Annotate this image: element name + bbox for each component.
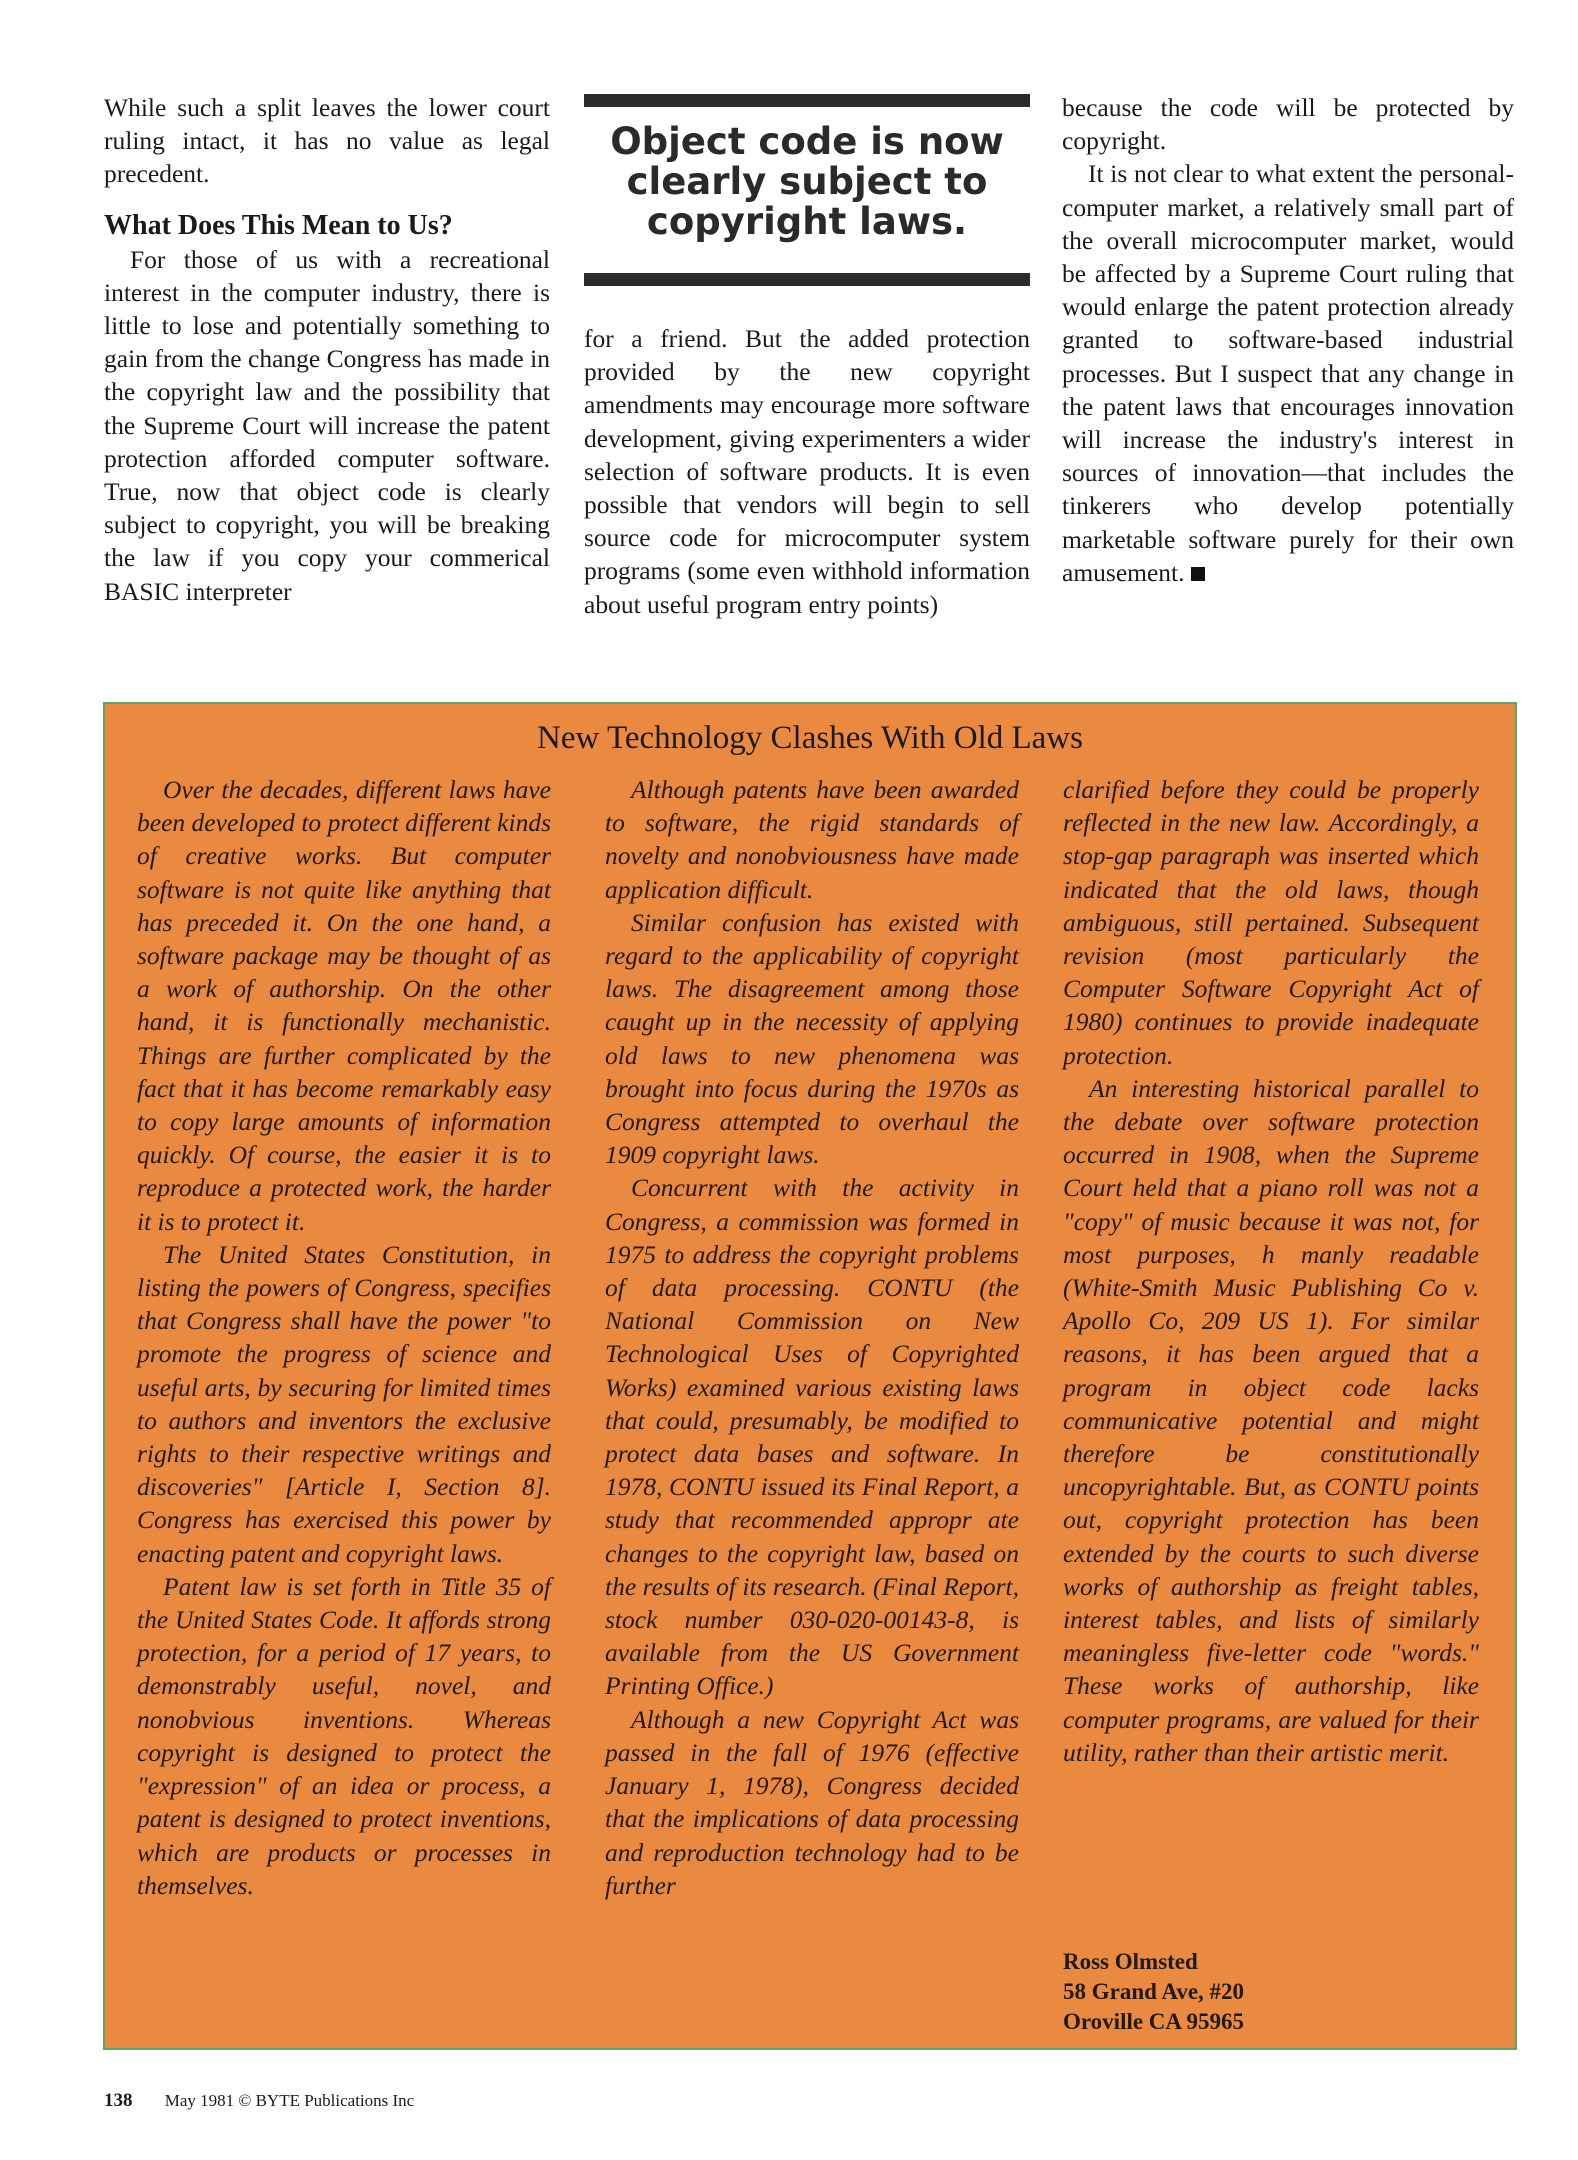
article-column-1: [104, 91, 550, 608]
sidebar-paragraph: clarified before they could be properly reflected in the new law. Accordingly, a stop-gap paragraph was inserted which indicated that the old laws, though ambiguous, still pertained. Subsequent revision (most particularly the Computer Software Copyright Act of 1980) continues to provide inadequate protection.: [1063, 775, 1479, 1070]
sidebar-paragraph: Concurrent with the activity in Congress, a commission was formed in 1975 to address the copyright problems of data processing. CONTU (the National Commission on New Technological Uses of Copyrighted Works) examined various existing laws that could, presumably, be modified to protect data bases and software. In 1978, CONTU issued its Final Report, a study that recommended appropr ate changes to the copyright law, based on the results of its research. (Final Report, stock number 030-020-00143-8, is available from the US Government Printing Office.): [605, 1173, 1019, 1701]
footer-credit: May 1981 © BYTE Publications Inc: [164, 2091, 415, 2110]
sidebar-paragraph: Similar confusion has existed with regard to the applicability of copyright laws. The disagreement among those caught up in the necessity of applying old laws to new phenomena was brought into focus during the 1970s as Congress attempted to overhaul the 1909 copyright laws.: [605, 907, 1019, 1170]
author-signature: [1063, 1947, 1244, 2037]
article-column-3: [1062, 91, 1514, 589]
sidebar-paragraph: The United States Constitution, in listing the powers of Congress, specifies that Congress shall have the power "to promote the progress of science and useful arts, by securing for limited times to authors and inventors the exclusive rights to their respective writings and discoveries" [Article I, Section 8]. Congress has exercised this power by enacting patent and copyright laws.: [137, 1239, 551, 1568]
author-street: 58 Grand Ave, #20: [1063, 1979, 1245, 2004]
article-column-2: [584, 322, 1030, 621]
closing-text: It is not clear to what extent the personal-computer market, a relatively small part of the overall microcomputer market, would be affected by a Supreme Court ruling that would enlarge the patent protection already granted to software-based industrial processes. But I suspect that any change in the patent laws that encourages innovation will increase the industry's interest in sources of innovation—that includes the tinkerers who develop potentially marketable software purely for their own amusement.: [1062, 159, 1514, 587]
sidebar-column-2: [605, 773, 1019, 1902]
sidebar-box: [103, 702, 1517, 2050]
sidebar-paragraph: Although a new Copyright Act was passed in the fall of 1976 (effective January 1, 1978), Congress decided that the implications of data processing and reproduction technology had to be further: [605, 1704, 1019, 1900]
pull-quote: [584, 94, 1030, 286]
sidebar-paragraph: Although patents have been awarded to software, the rigid standards of novelty and nonobviousness have made application difficult.: [605, 775, 1019, 904]
sidebar-paragraph: An interesting historical parallel to the debate over software protection occurred in 1908, when the Supreme Court held that a piano roll was not a "copy" of music because it was not, for most purposes, h manly readable (White-Smith Music Publishing Co v. Apollo Co, 209 US 1). For similar reasons, it has been argued that a program in object code lacks communicative potential and might therefore be constitutionally uncopyrightable. But, as CONTU points out, copyright protection has been extended by the courts to such diverse works of authorship as freight tables, interest tables, and lists of similarly meaningless five-letter code "words." These works of authorship, like computer programs, are valued for their utility, rather than their artistic merit.: [1063, 1073, 1479, 1767]
author-name: Ross Olmsted: [1063, 1949, 1198, 1974]
sidebar-paragraph: Patent law is set forth in Title 35 of the United States Code. It affords strong protection, for a period of 17 years, to demonstrably useful, novel, and nonobvious inventions. Whereas copyright is designed to protect the "expression" of an idea or process, a patent is designed to protect inventions, which are products or processes in themselves.: [137, 1571, 551, 1900]
sidebar-column-1: [137, 773, 551, 1902]
page-footer: [104, 2090, 414, 2112]
page-number: 138: [104, 2090, 133, 2111]
section-heading: What Does This Mean to Us?: [104, 209, 453, 241]
sidebar-column-3: [1063, 773, 1479, 1769]
pull-quote-text: Object code is now clearly subject to copyright laws.: [610, 120, 1004, 243]
body-paragraph: because the code will be protected by copyright.: [1062, 93, 1514, 156]
pull-quote-bottom-rule: [584, 273, 1030, 286]
body-paragraph: for a friend. But the added protection provided by the new copyright amendments may encourage more software development, giving experimenters a wider selection of software products. It is even possible that vendors will begin to sell source code for microcomputer system programs (some even withhold information about useful program entry points): [584, 324, 1030, 619]
pull-quote-top-rule: [584, 94, 1030, 107]
sidebar-title: New Technology Clashes With Old Laws: [537, 720, 1083, 756]
sidebar-paragraph: Over the decades, different laws have been developed to protect different kinds of creative works. But computer software is not quite like anything that has preceded it. On the one hand, a software package may be thought of as a work of authorship. On the other hand, it is functionally mechanistic. Things are further complicated by the fact that it has become remarkably easy to copy large amounts of information quickly. Of course, the easier it is to reproduce a protected work, the harder it is to protect it.: [137, 775, 551, 1236]
body-paragraph: While such a split leaves the lower court ruling intact, it has no value as legal precedent.: [104, 93, 550, 189]
body-paragraph: [1062, 157, 1514, 589]
end-mark-icon: [1191, 567, 1205, 581]
author-city: Oroville CA 95965: [1063, 2009, 1245, 2034]
body-paragraph: For those of us with a recreational interest in the computer industry, there is little to lose and potentially something to gain from the change Congress has made in the copyright law and the possibility that the Supreme Court will increase the patent protection afforded computer software. True, now that object code is clearly subject to copyright, you will be breaking the law if you copy your commerical BASIC interpreter: [104, 244, 550, 606]
